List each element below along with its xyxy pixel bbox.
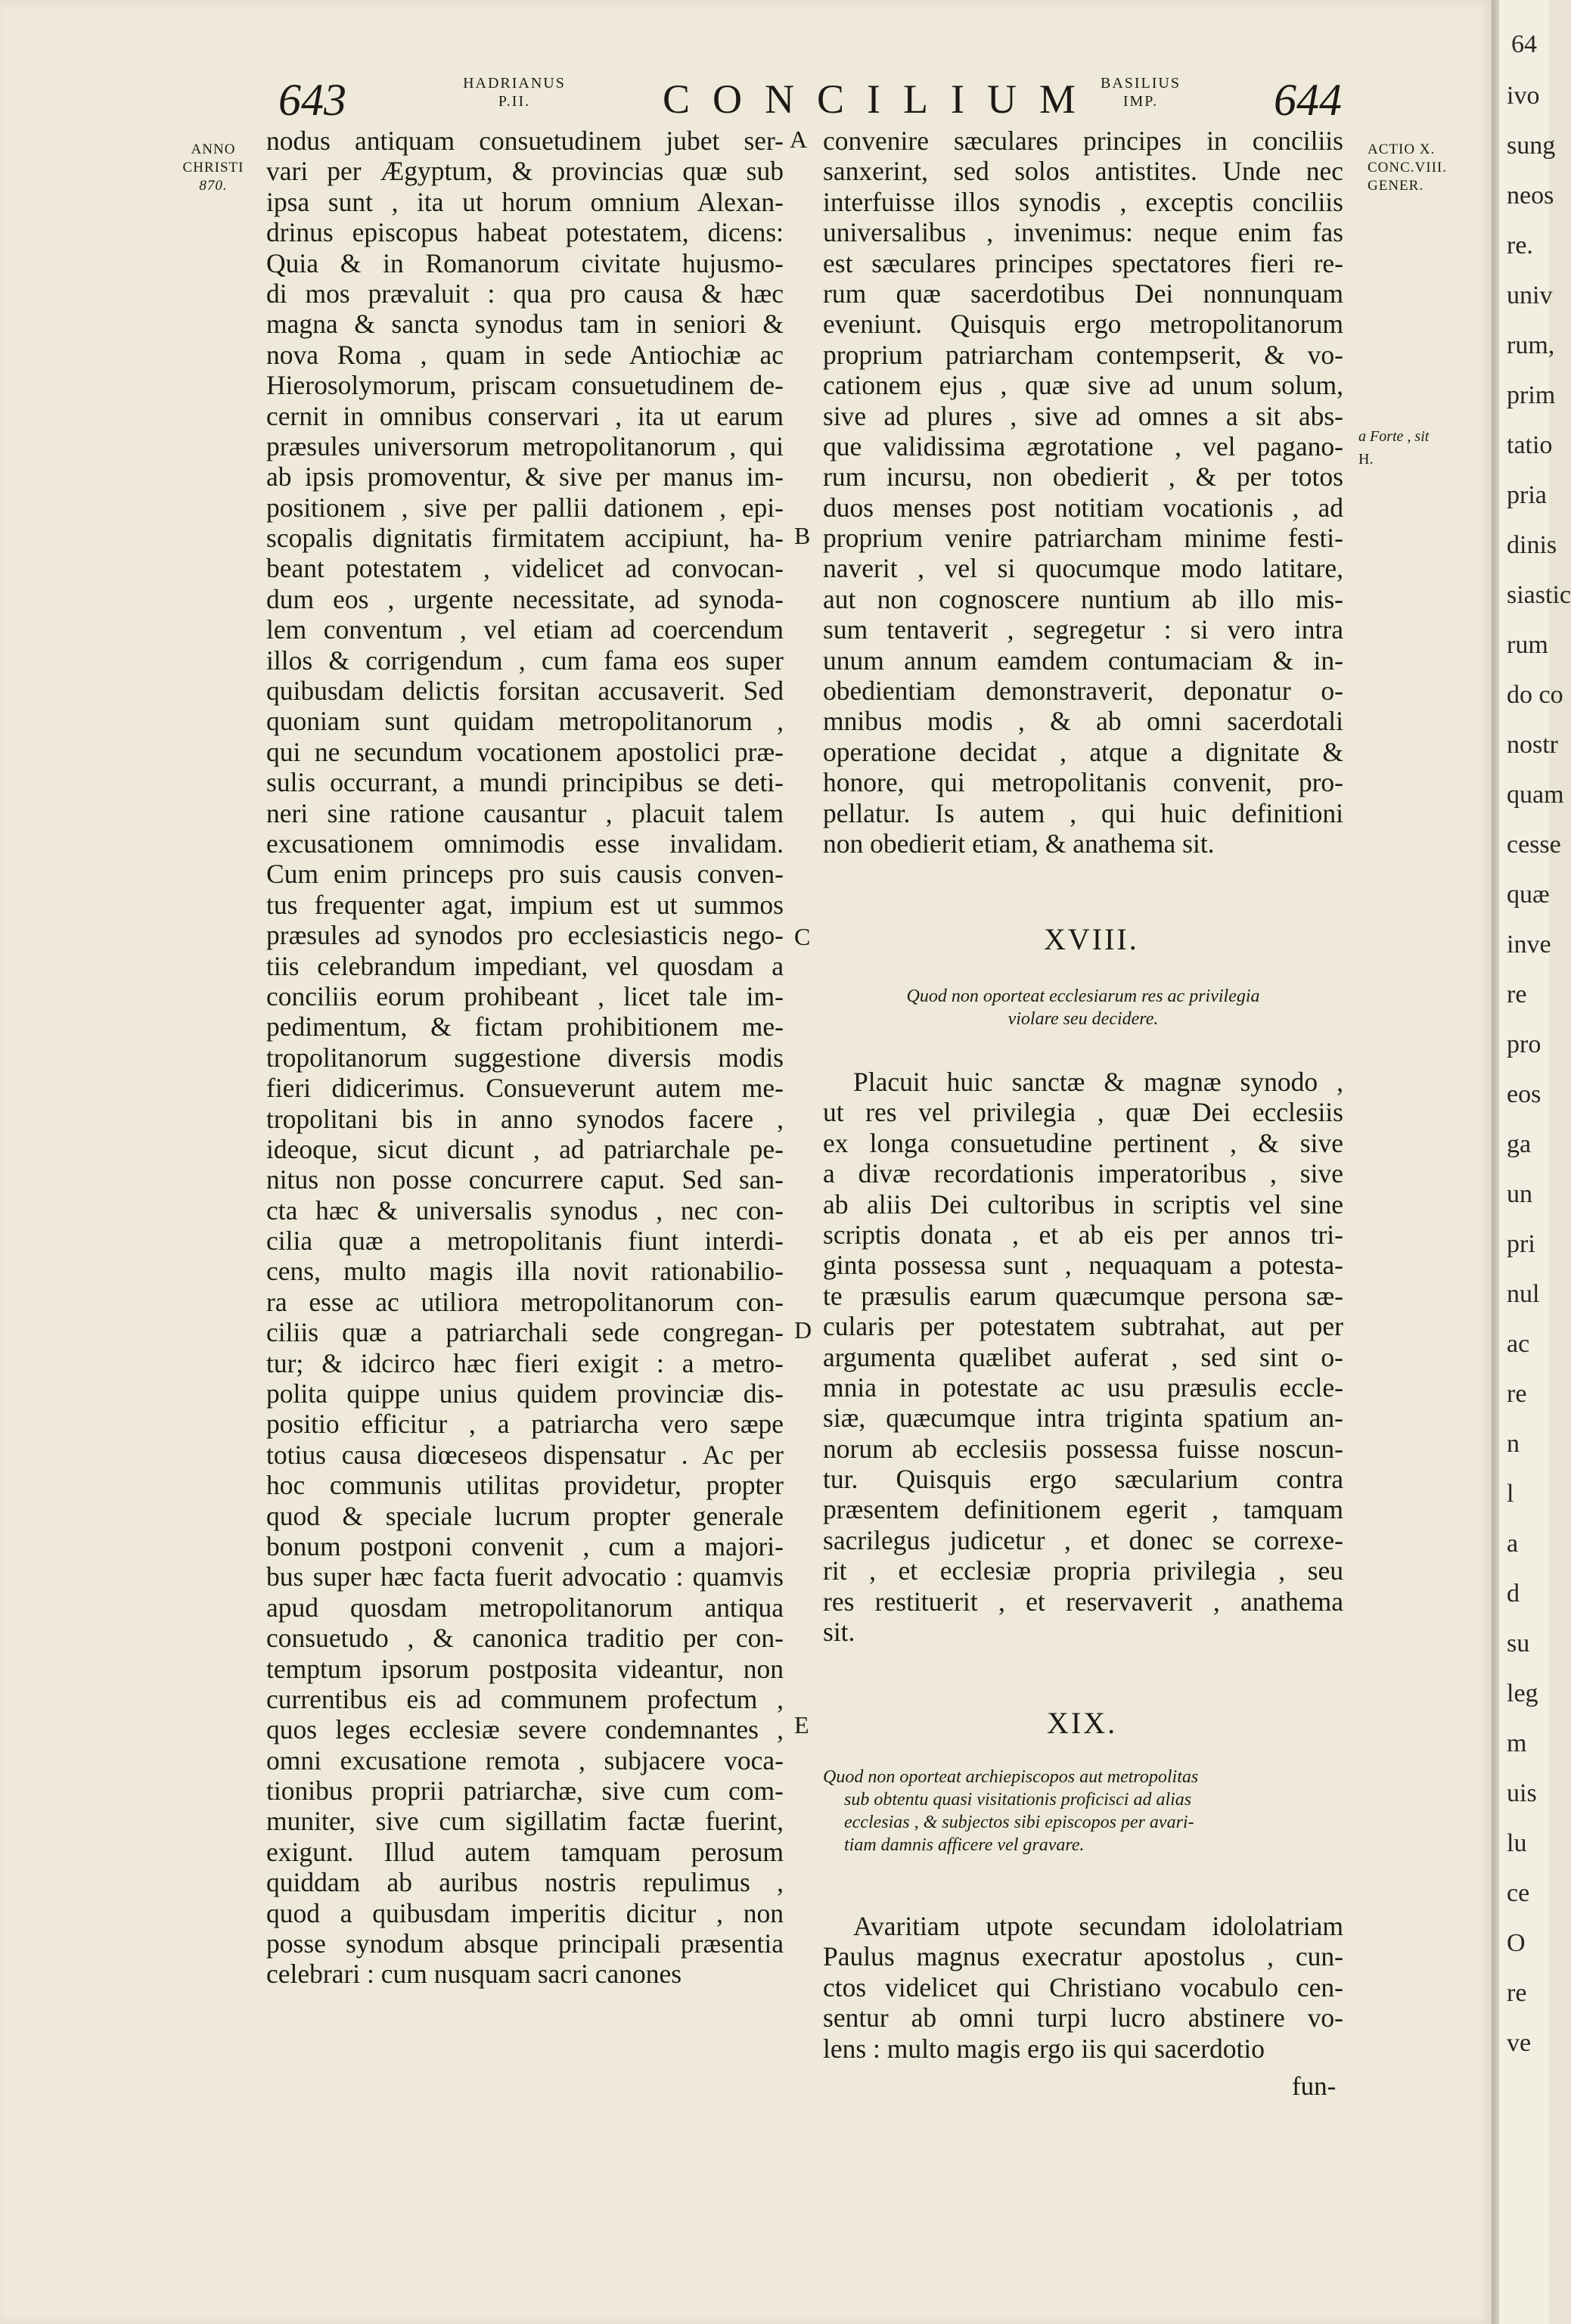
text-line: mnibus modis , & ab omni sacerdotali (823, 706, 1343, 737)
text-line: tur. Quisquis ergo sæcularium contra (823, 1464, 1343, 1495)
text-line: rum incursu, non obedierit , & per totos (823, 461, 1343, 492)
text-line: excusationem omnimodis esse invalidam. (266, 828, 784, 859)
text-line: ginta possessa sunt , nequaquam a potesta- (823, 1250, 1343, 1281)
canon-title-18-line: Quod non oporteat ecclesiarum res ac privilegia (906, 986, 1260, 1006)
adjacent-page-fragment: do co (1507, 681, 1563, 709)
text-line: illos & corrigendum , cum fama eos super (266, 645, 784, 676)
text-line: que validissima ægrotatione , vel pagano- (823, 430, 1343, 461)
canon-title-18 (823, 985, 1343, 1030)
footnote (1358, 428, 1429, 446)
text-line: obedientiam demonstraverit, deponatur o- (823, 676, 1343, 707)
adjacent-page-fragment: uis (1507, 1779, 1537, 1807)
adjacent-page-fragment: a (1507, 1530, 1519, 1558)
text-line: proprium patriarcham contempserit, & vo- (823, 339, 1343, 370)
section-marker-d: D (794, 1316, 812, 1344)
footnote-continuation: H. (1358, 451, 1374, 468)
text-line: totius causa diœceseos dispensatur . Ac per (266, 1439, 784, 1470)
text-line: norum ab ecclesiis possessa fuisse noscun- (823, 1433, 1343, 1464)
text-line: aut non cognoscere nuntium ab illo mis- (823, 583, 1343, 614)
text-line: ex longa consuetudine pertinent , & sive (823, 1127, 1343, 1158)
text-line: tropolitanorum suggestione diversis modis (266, 1042, 784, 1073)
text-line: bonum postponi convenit , cum a majori- (266, 1530, 784, 1561)
text-line: beant potestatem , videlicet ad convocan- (266, 553, 784, 584)
text-line: tus frequenter agat, impium est ut summos (266, 889, 784, 920)
canon-number-18: XVIII. (1044, 922, 1139, 956)
text-line: rit , et ecclesiæ propria privilegia , seu (823, 1555, 1343, 1586)
footnote-text: Forte , sit (1370, 428, 1430, 445)
text-line: muniter, sive cum sigillatim factæ fuerint, (266, 1806, 784, 1837)
adjacent-page-fragment: pria (1507, 481, 1547, 509)
section-marker-b: B (794, 522, 811, 549)
adjacent-page-fragment: prim (1507, 381, 1556, 409)
text-line: nitus non posse concurrere caput. Sed san- (266, 1164, 784, 1195)
text-line: hoc communis utilitas providetur, propter (266, 1470, 784, 1501)
text-line: scriptis donata , et ab eis per annos tri- (823, 1219, 1343, 1250)
adjacent-page-fragment: leg (1507, 1679, 1538, 1707)
text-line: sum tentaverit , segregetur : si vero intra (823, 614, 1343, 645)
text-line: sulis occurrant, a mundi principibus se deti- (266, 767, 784, 798)
running-head-emperor: BASILIUS (1100, 75, 1181, 92)
adjacent-page-fragment: quam (1507, 781, 1564, 809)
text-line: fieri didicerimus. Consueverunt autem me- (266, 1073, 784, 1104)
text-line: temptum ipsorum postposita videantur, non (266, 1653, 784, 1684)
text-line: duos menses post notitiam vocationis , ad (823, 492, 1343, 523)
adjacent-page-fragment: tatio (1507, 431, 1553, 459)
text-line: positionem , sive per pallii dationem , epi- (266, 492, 784, 523)
text-line: currentibus eis ad communem profectum , (266, 1683, 784, 1714)
text-line: nova Roma , quam in sede Antiochiæ ac (266, 339, 784, 370)
right-column-text-canon-19 (823, 1911, 1343, 2064)
adjacent-page-fragment: un (1507, 1180, 1532, 1208)
margin-action-note (1368, 141, 1447, 195)
adjacent-page-fragment: nostr (1507, 731, 1558, 759)
text-line: Placuit huic sanctæ & magnæ synodo , (853, 1067, 1343, 1097)
right-running-head (1080, 74, 1201, 110)
adjacent-page-fragment: quæ (1507, 881, 1550, 909)
margin-anno: ANNO (191, 141, 236, 157)
left-page-number: 643 (278, 75, 346, 125)
text-line: proprium venire patriarcham minime festi- (823, 523, 1343, 554)
text-line: quoniam sunt quidam metropolitanorum , (266, 706, 784, 737)
adjacent-page-fragment: dinis (1507, 531, 1557, 559)
right-column-text-canon-18 (823, 1067, 1343, 1647)
text-line: Hierosolymorum, priscam consuetudinem de- (266, 370, 784, 401)
text-line: lem conventum , vel etiam ad coercendum (266, 614, 784, 645)
adjacent-page-fragment: rum (1507, 631, 1548, 659)
text-line: scopalis dignitatis firmitatem accipiunt, ha- (266, 523, 784, 554)
margin-year: 870. (199, 178, 228, 194)
canon-title-19-line: sub obtentu quasi visitationis proficisci ad alias (844, 1790, 1192, 1810)
canon-title-19-line: ecclesias , & subjectos sibi episcopos per avari- (844, 1813, 1194, 1832)
footnote-label: a (1358, 428, 1366, 445)
text-line: sentur ab omni turpi lucro abstinere vo- (823, 2002, 1343, 2034)
text-line: ab aliis Dei cultoribus in scriptis vel sine (823, 1188, 1343, 1219)
running-head-pope-number: P.II. (498, 93, 531, 110)
adjacent-page-fragment: siastic (1507, 581, 1571, 609)
margin-gener: GENER. (1368, 178, 1424, 194)
adjacent-page-fragment: pri (1507, 1230, 1535, 1258)
left-running-head (454, 74, 575, 110)
adjacent-page-fragment: d (1507, 1580, 1520, 1608)
text-line: cernit in omnibus conservari , ita ut earum (266, 400, 784, 431)
text-line: præsentem definitionem egerit , tamquam (823, 1494, 1343, 1525)
text-line: unum annum eamdem contumaciam & in- (823, 645, 1343, 676)
text-line: tionibus proprii patriarchæ, sive cum com- (266, 1776, 784, 1807)
adjacent-page-fragment: pro (1507, 1030, 1542, 1058)
page-title: CONCILIUM (663, 76, 1098, 122)
adjacent-page-fragment: re (1507, 980, 1527, 1008)
text-line: positio efficitur , a patriarcha vero sæpe (266, 1409, 784, 1440)
text-line: eveniunt. Quisquis ergo metropolitanorum (823, 309, 1343, 340)
text-line: vari per Ægyptum, & provincias quæ sub (266, 156, 784, 187)
adjacent-page-edge (1499, 0, 1571, 2324)
text-line: convenire sæculares principes in conciliis (823, 126, 1343, 156)
canon-number-19: XIX. (1047, 1706, 1118, 1740)
text-line: ut res vel privilegia , quæ Dei ecclesiis (823, 1097, 1343, 1128)
adjacent-page-fragment: univ (1507, 281, 1553, 309)
text-line: siæ, quæcumque intra triginta spatium an- (823, 1403, 1343, 1434)
text-line: sacrilegus judicetur , et donec se correxe- (823, 1524, 1343, 1555)
left-column-text (266, 126, 784, 1990)
canon-title-19-line: Quod non oporteat archiepiscopos aut metropolitas (823, 1767, 1199, 1787)
text-line: ra esse ac utiliora metropolitanorum con- (266, 1286, 784, 1317)
text-line: Quia & in Romanorum civitate hujusmo- (266, 247, 784, 278)
adjacent-page-fragment: rum, (1507, 331, 1555, 359)
text-line: sit. (823, 1617, 855, 1648)
catchword: fun- (1292, 2071, 1337, 2101)
section-marker-c: C (794, 923, 811, 950)
adjacent-page-fragment: ivo (1507, 82, 1540, 110)
adjacent-page-fragment: n (1507, 1430, 1520, 1458)
text-line: ctos videlicet qui Christiano vocabulo cen- (823, 1971, 1343, 2002)
text-line: sanxerint, sed solos antistites. Unde nec (823, 156, 1343, 187)
adjacent-page-fragment: l (1507, 1480, 1514, 1508)
text-line: præsules universorum metropolitanorum , qui (266, 430, 784, 461)
adjacent-page-fragment: ve (1507, 2029, 1532, 2057)
canon-title-19 (823, 1766, 1343, 1856)
text-line: cationem ejus , quæ sive ad unum solum, (823, 370, 1343, 401)
text-line: quibusdam delictis forsitan accusaverit. Sed (266, 676, 784, 707)
text-line: naverit , vel si quocumque modo latitare, (823, 553, 1343, 584)
text-line: magna & sancta synodus tam in seniori & (266, 309, 784, 340)
text-line: pedimentum, & fictam prohibitionem me- (266, 1011, 784, 1042)
right-column-text-canon-17 (823, 126, 1343, 859)
adjacent-page-fragment: eos (1507, 1080, 1542, 1108)
text-line: universalibus , invenimus: neque enim fas (823, 217, 1343, 248)
book-gutter (1492, 0, 1499, 2324)
text-line: Paulus magnus execratur apostolus , cun- (823, 1941, 1343, 1972)
text-line: quiddam ab auribus nostris repulimus , (266, 1867, 784, 1898)
running-head-pope: HADRIANUS (463, 75, 566, 92)
text-line: sive ad plures , sive ad omnes a sit abs- (823, 400, 1343, 431)
text-line: bus super hæc facta fuerit advocatio : quamvis (266, 1561, 784, 1592)
text-line: apud quosdam metropolitanorum antiqua (266, 1592, 784, 1623)
text-line: polita quippe unius quidem provinciæ dis- (266, 1378, 784, 1409)
margin-christi: CHRISTI (182, 160, 244, 176)
margin-year-note (168, 141, 259, 195)
text-line: di mos prævaluit : qua pro causa & hæc (266, 278, 784, 309)
adjacent-page-fragment: nul (1507, 1280, 1540, 1308)
text-line: conciliis eorum prohibeant , licet tale im- (266, 980, 784, 1011)
text-line: lens : multo magis ergo iis qui sacerdotio (823, 2033, 1265, 2064)
text-line: celebrari : cum nusquam sacri canones (266, 1959, 682, 1990)
text-line: nodus antiquam consuetudinem jubet ser- (266, 126, 784, 156)
running-head-emperor-title: IMP. (1122, 93, 1159, 110)
adjacent-page-number: 64 (1511, 30, 1537, 58)
adjacent-page-fragment: ce (1507, 1879, 1530, 1907)
text-line: operatione decidat , atque a dignitate & (823, 736, 1343, 767)
text-line: tropolitani bis in anno synodos facere , (266, 1103, 784, 1134)
text-line: drinus episcopus habeat potestatem, dicens: (266, 217, 784, 248)
adjacent-page-fragment: neos (1507, 182, 1554, 210)
text-line: quod & speciale lucrum propter generale (266, 1500, 784, 1531)
text-line: est sæculares principes spectatores fieri re- (823, 247, 1343, 278)
adjacent-page-fragment: ac (1507, 1330, 1530, 1358)
adjacent-page-fragment: lu (1507, 1829, 1527, 1857)
text-line: ciliis quæ a patriarchali sede congregan- (266, 1317, 784, 1348)
text-line: tiis celebrandum impediant, vel quosdam a (266, 950, 784, 981)
text-line: quos leges ecclesiæ severe condemnantes , (266, 1714, 784, 1745)
text-line: quod a quibusdam imperitis dicitur , non (266, 1897, 784, 1928)
text-line: res restituerit , et reservaverit , anathema (823, 1586, 1343, 1617)
text-line: tur; & idcirco hæc fieri exigit : a metro- (266, 1347, 784, 1378)
text-line: rum quæ sacerdotibus Dei nonnunquam (823, 278, 1343, 309)
adjacent-page-fragment: m (1507, 1729, 1527, 1757)
adjacent-page-fragment: ga (1507, 1130, 1532, 1158)
text-line: mnia in potestate ac usu præsulis eccle- (823, 1372, 1343, 1403)
text-line: consuetudo , & canonica traditio per con- (266, 1623, 784, 1654)
text-line: honore, qui metropolitanis convenit, pro- (823, 767, 1343, 798)
text-line: ipsa sunt , ita ut horum omnium Alexan- (266, 186, 784, 217)
text-line: exigunt. Illud autem tamquam perosum (266, 1836, 784, 1867)
margin-conc: CONC.VIII. (1368, 160, 1447, 176)
text-line: posse synodum absque principali præsentia (266, 1928, 784, 1959)
text-line: argumenta quælibet auferat , sed sint o- (823, 1341, 1343, 1372)
section-marker-a: A (790, 126, 808, 153)
adjacent-page-fragment: sung (1507, 132, 1556, 160)
adjacent-page-fragment: cesse (1507, 831, 1561, 859)
margin-actio: ACTIO X. (1368, 141, 1436, 157)
text-line: cilia quæ a metropolitanis fiunt interdi- (266, 1226, 784, 1257)
text-line: cta hæc & universalis synodus , nec con- (266, 1195, 784, 1226)
text-line: a divæ recordationis imperatoribus , sive (823, 1158, 1343, 1189)
adjacent-page-fragment: O (1507, 1929, 1526, 1957)
section-marker-e: E (794, 1711, 809, 1738)
text-line: qui ne secundum vocationem apostolici præ- (266, 736, 784, 767)
text-line: Avaritiam utpote secundam idololatriam (853, 1911, 1343, 1941)
text-line: te præsulis earum quæcumque persona sæ- (823, 1280, 1343, 1311)
right-page-number: 644 (1274, 75, 1342, 125)
canon-title-18-line: violare seu decidere. (1007, 1009, 1159, 1029)
text-line: dum eos , urgente necessitate, ad synoda- (266, 583, 784, 614)
canon-title-19-line: tiam damnis afficere vel gravare. (844, 1835, 1085, 1855)
text-line: Cum enim princeps pro suis causis conven- (266, 859, 784, 890)
text-line: neri sine ratione causantur , placuit talem (266, 797, 784, 828)
text-line: omni excusatione remota , subjacere voca- (266, 1745, 784, 1776)
text-line: cens, multo magis illa novit rationabilio- (266, 1256, 784, 1287)
text-line: ab ipsis promoventur, & sive per manus im- (266, 461, 784, 492)
text-line: ideoque, sicut dicunt , ad patriarchale pe- (266, 1133, 784, 1164)
text-line: præsules ad synodos pro ecclesiasticis nego- (266, 920, 784, 951)
text-line: cularis per potestatem subtrahat, aut per (823, 1311, 1343, 1342)
adjacent-page-fragment: su (1507, 1630, 1530, 1658)
adjacent-page-fragment: re (1507, 1979, 1527, 2007)
text-line: pellatur. Is autem , qui huic definitioni (823, 797, 1343, 828)
adjacent-page-fragment: re. (1507, 231, 1533, 259)
adjacent-page-fragment: re (1507, 1380, 1527, 1408)
text-line: non obedierit etiam, & anathema sit. (823, 828, 1215, 859)
adjacent-page-fragment: inve (1507, 931, 1551, 958)
text-line: interfuisse illos synodis , exceptis conciliis (823, 186, 1343, 217)
